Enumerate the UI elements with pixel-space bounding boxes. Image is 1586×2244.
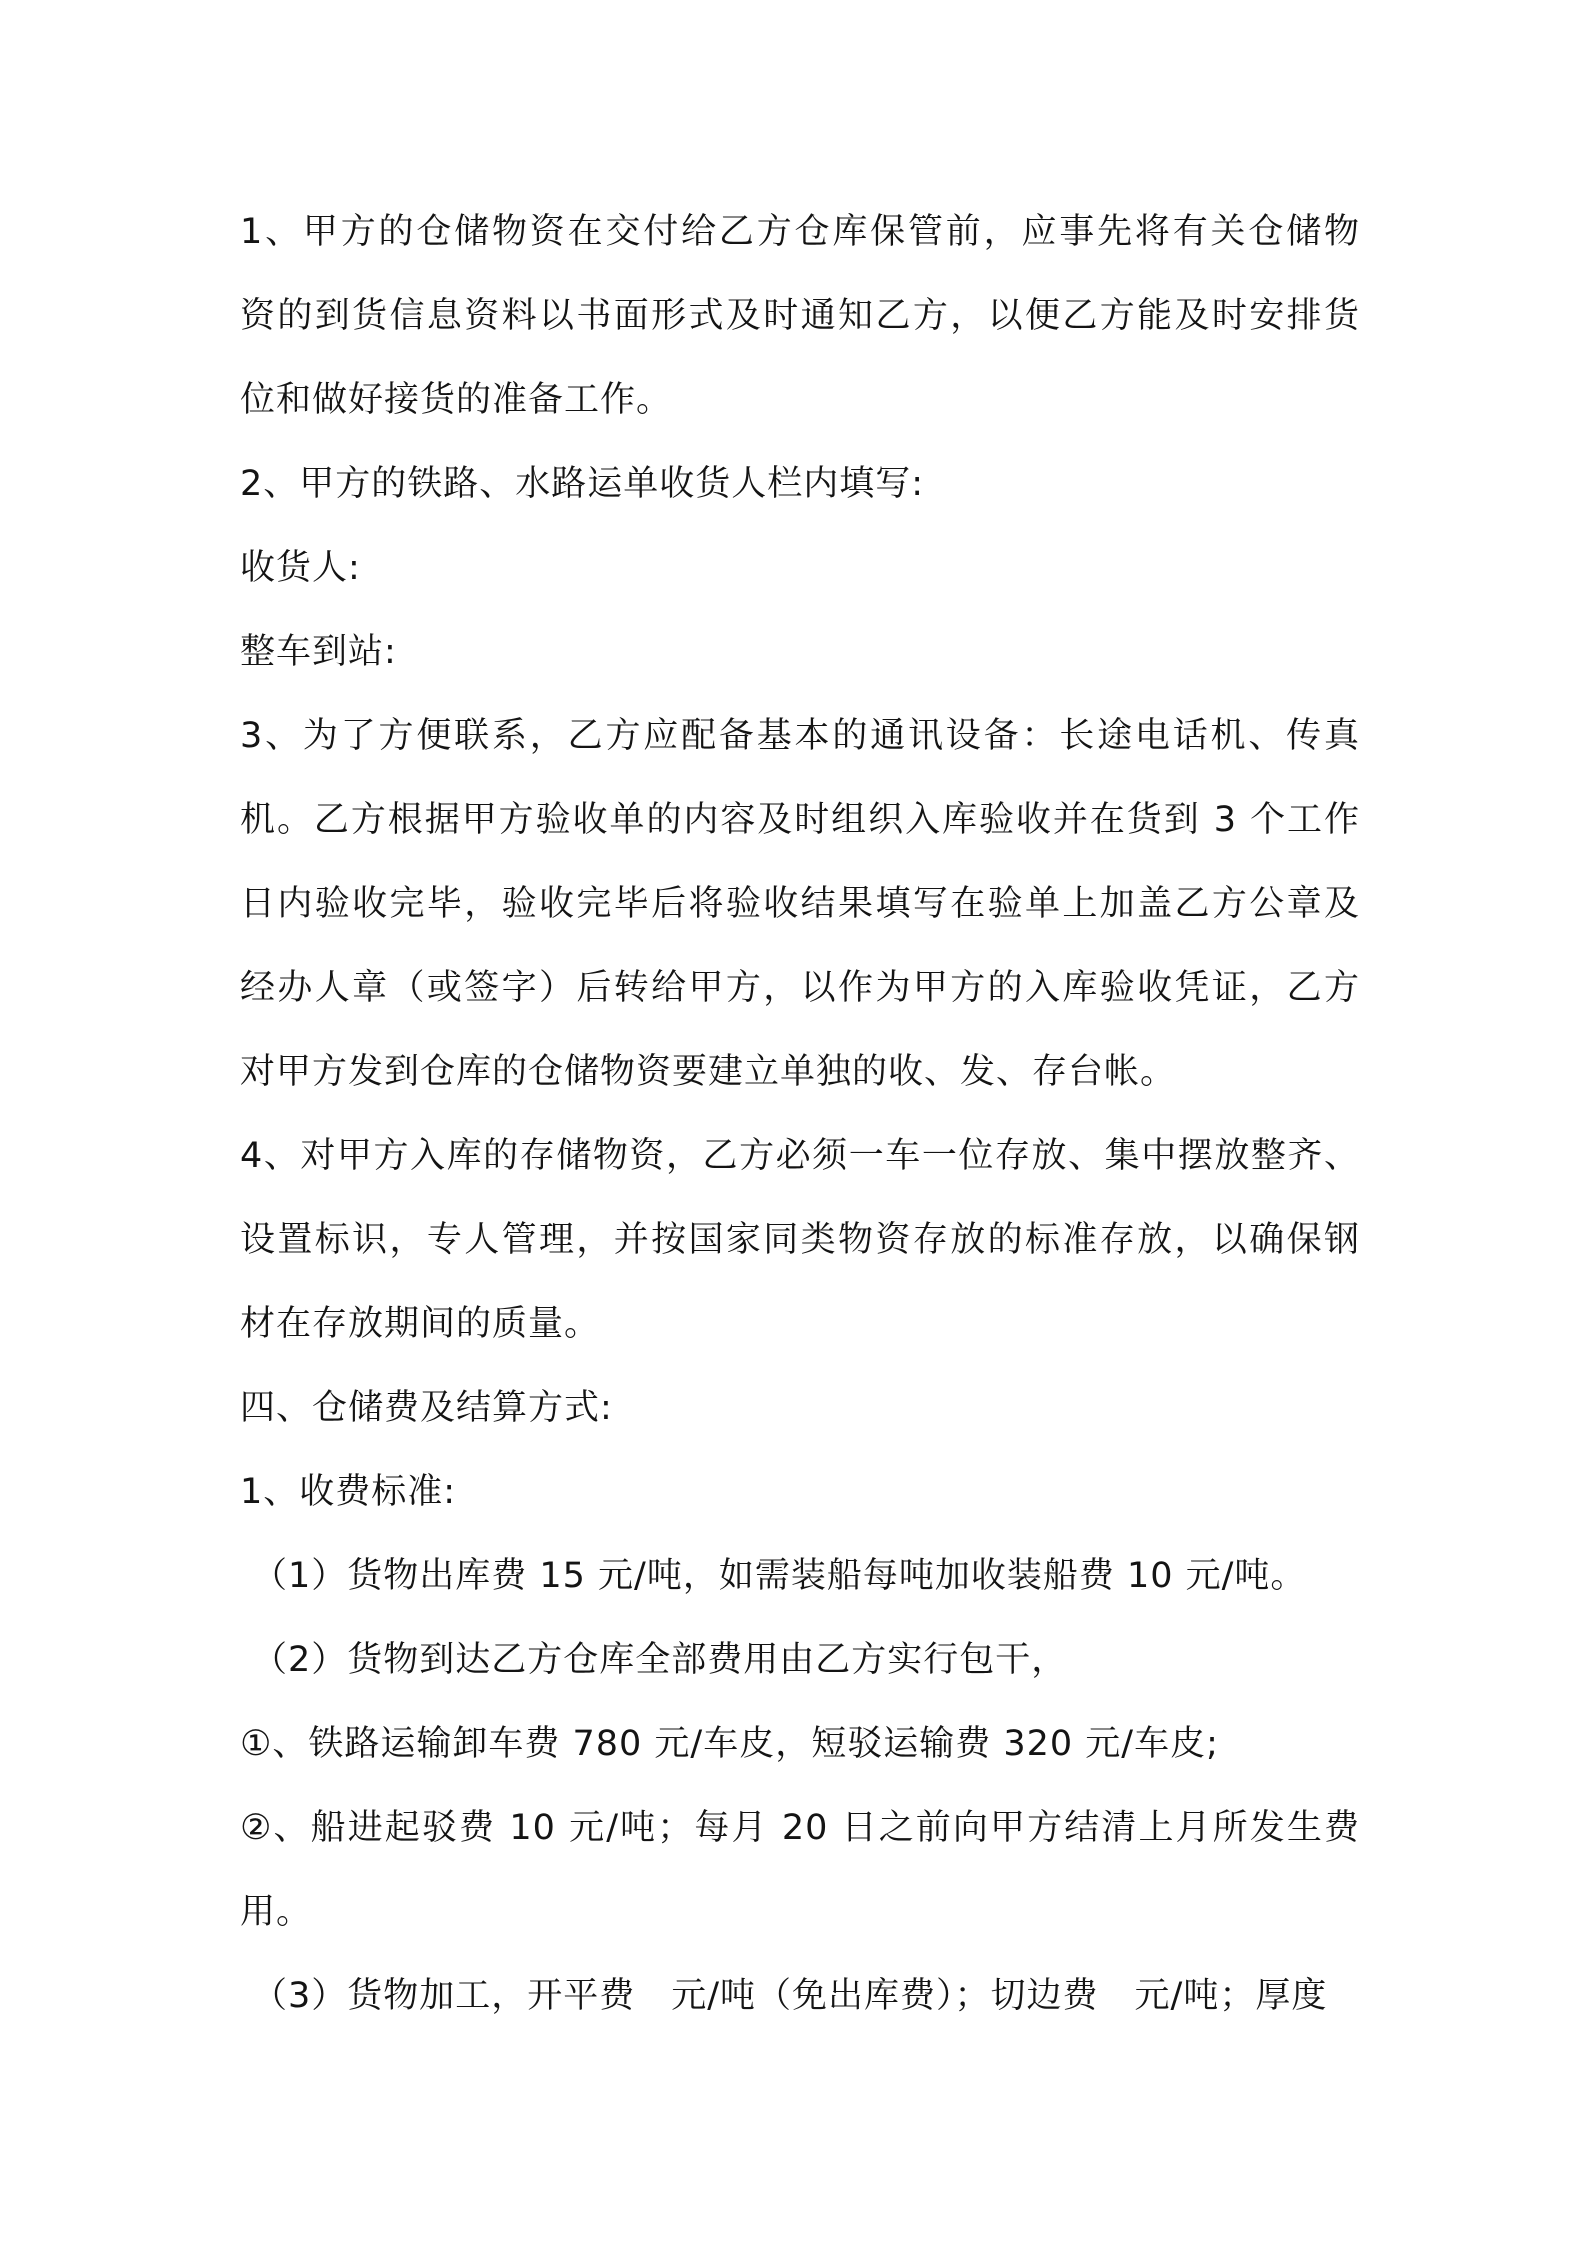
text-line: 材在存放期间的质量。 [240, 1304, 601, 1344]
text-line: ②、船进起驳费 10 元/吨；每月 20 日之前向甲方结清上月所发生费 [240, 1808, 1360, 1848]
text-line: （3）货物加工，开平费 元/吨（免出库费）；切边费 元/吨；厚度 [252, 1976, 1328, 2016]
text-line: （2）货物到达乙方仓库全部费用由乙方实行包干， [252, 1640, 1068, 1680]
text-line: ①、铁路运输卸车费 780 元/车皮，短驳运输费 320 元/车皮; [240, 1724, 1219, 1764]
text-line: 机。乙方根据甲方验收单的内容及时组织入库验收并在货到 3 个工作 [240, 800, 1360, 840]
text-line: 4、对甲方入库的存储物资，乙方必须一车一位存放、集中摆放整齐、 [240, 1136, 1360, 1176]
section-heading: 四、仓储费及结算方式: [240, 1388, 613, 1428]
text-line: 整车到站: [240, 632, 397, 672]
text-line: 位和做好接货的准备工作。 [240, 380, 673, 420]
text-line: 1、收费标准: [240, 1472, 457, 1512]
document-body [240, 190, 1360, 2038]
text-line: 2、甲方的铁路、水路运单收货人栏内填写: [240, 464, 925, 504]
text-line: 日内验收完毕，验收完毕后将验收结果填写在验单上加盖乙方公章及 [240, 884, 1360, 924]
text-line: 收货人: [240, 548, 361, 588]
text-line: 对甲方发到仓库的仓储物资要建立单独的收、发、存台帐。 [240, 1052, 1177, 1092]
text-line: 资的到货信息资料以书面形式及时通知乙方，以便乙方能及时安排货 [240, 296, 1360, 336]
text-line: 设置标识，专人管理，并按国家同类物资存放的标准存放，以确保钢 [240, 1220, 1360, 1260]
text-line: 3、为了方便联系，乙方应配备基本的通讯设备：长途电话机、传真 [240, 716, 1360, 756]
text-line: （1）货物出库费 15 元/吨，如需装船每吨加收装船费 10 元/吨。 [252, 1556, 1307, 1596]
text-line: 1、甲方的仓储物资在交付给乙方仓库保管前，应事先将有关仓储物 [240, 212, 1360, 252]
text-line: 经办人章（或签字）后转给甲方，以作为甲方的入库验收凭证，乙方 [240, 968, 1360, 1008]
text-line: 用。 [240, 1892, 313, 1932]
